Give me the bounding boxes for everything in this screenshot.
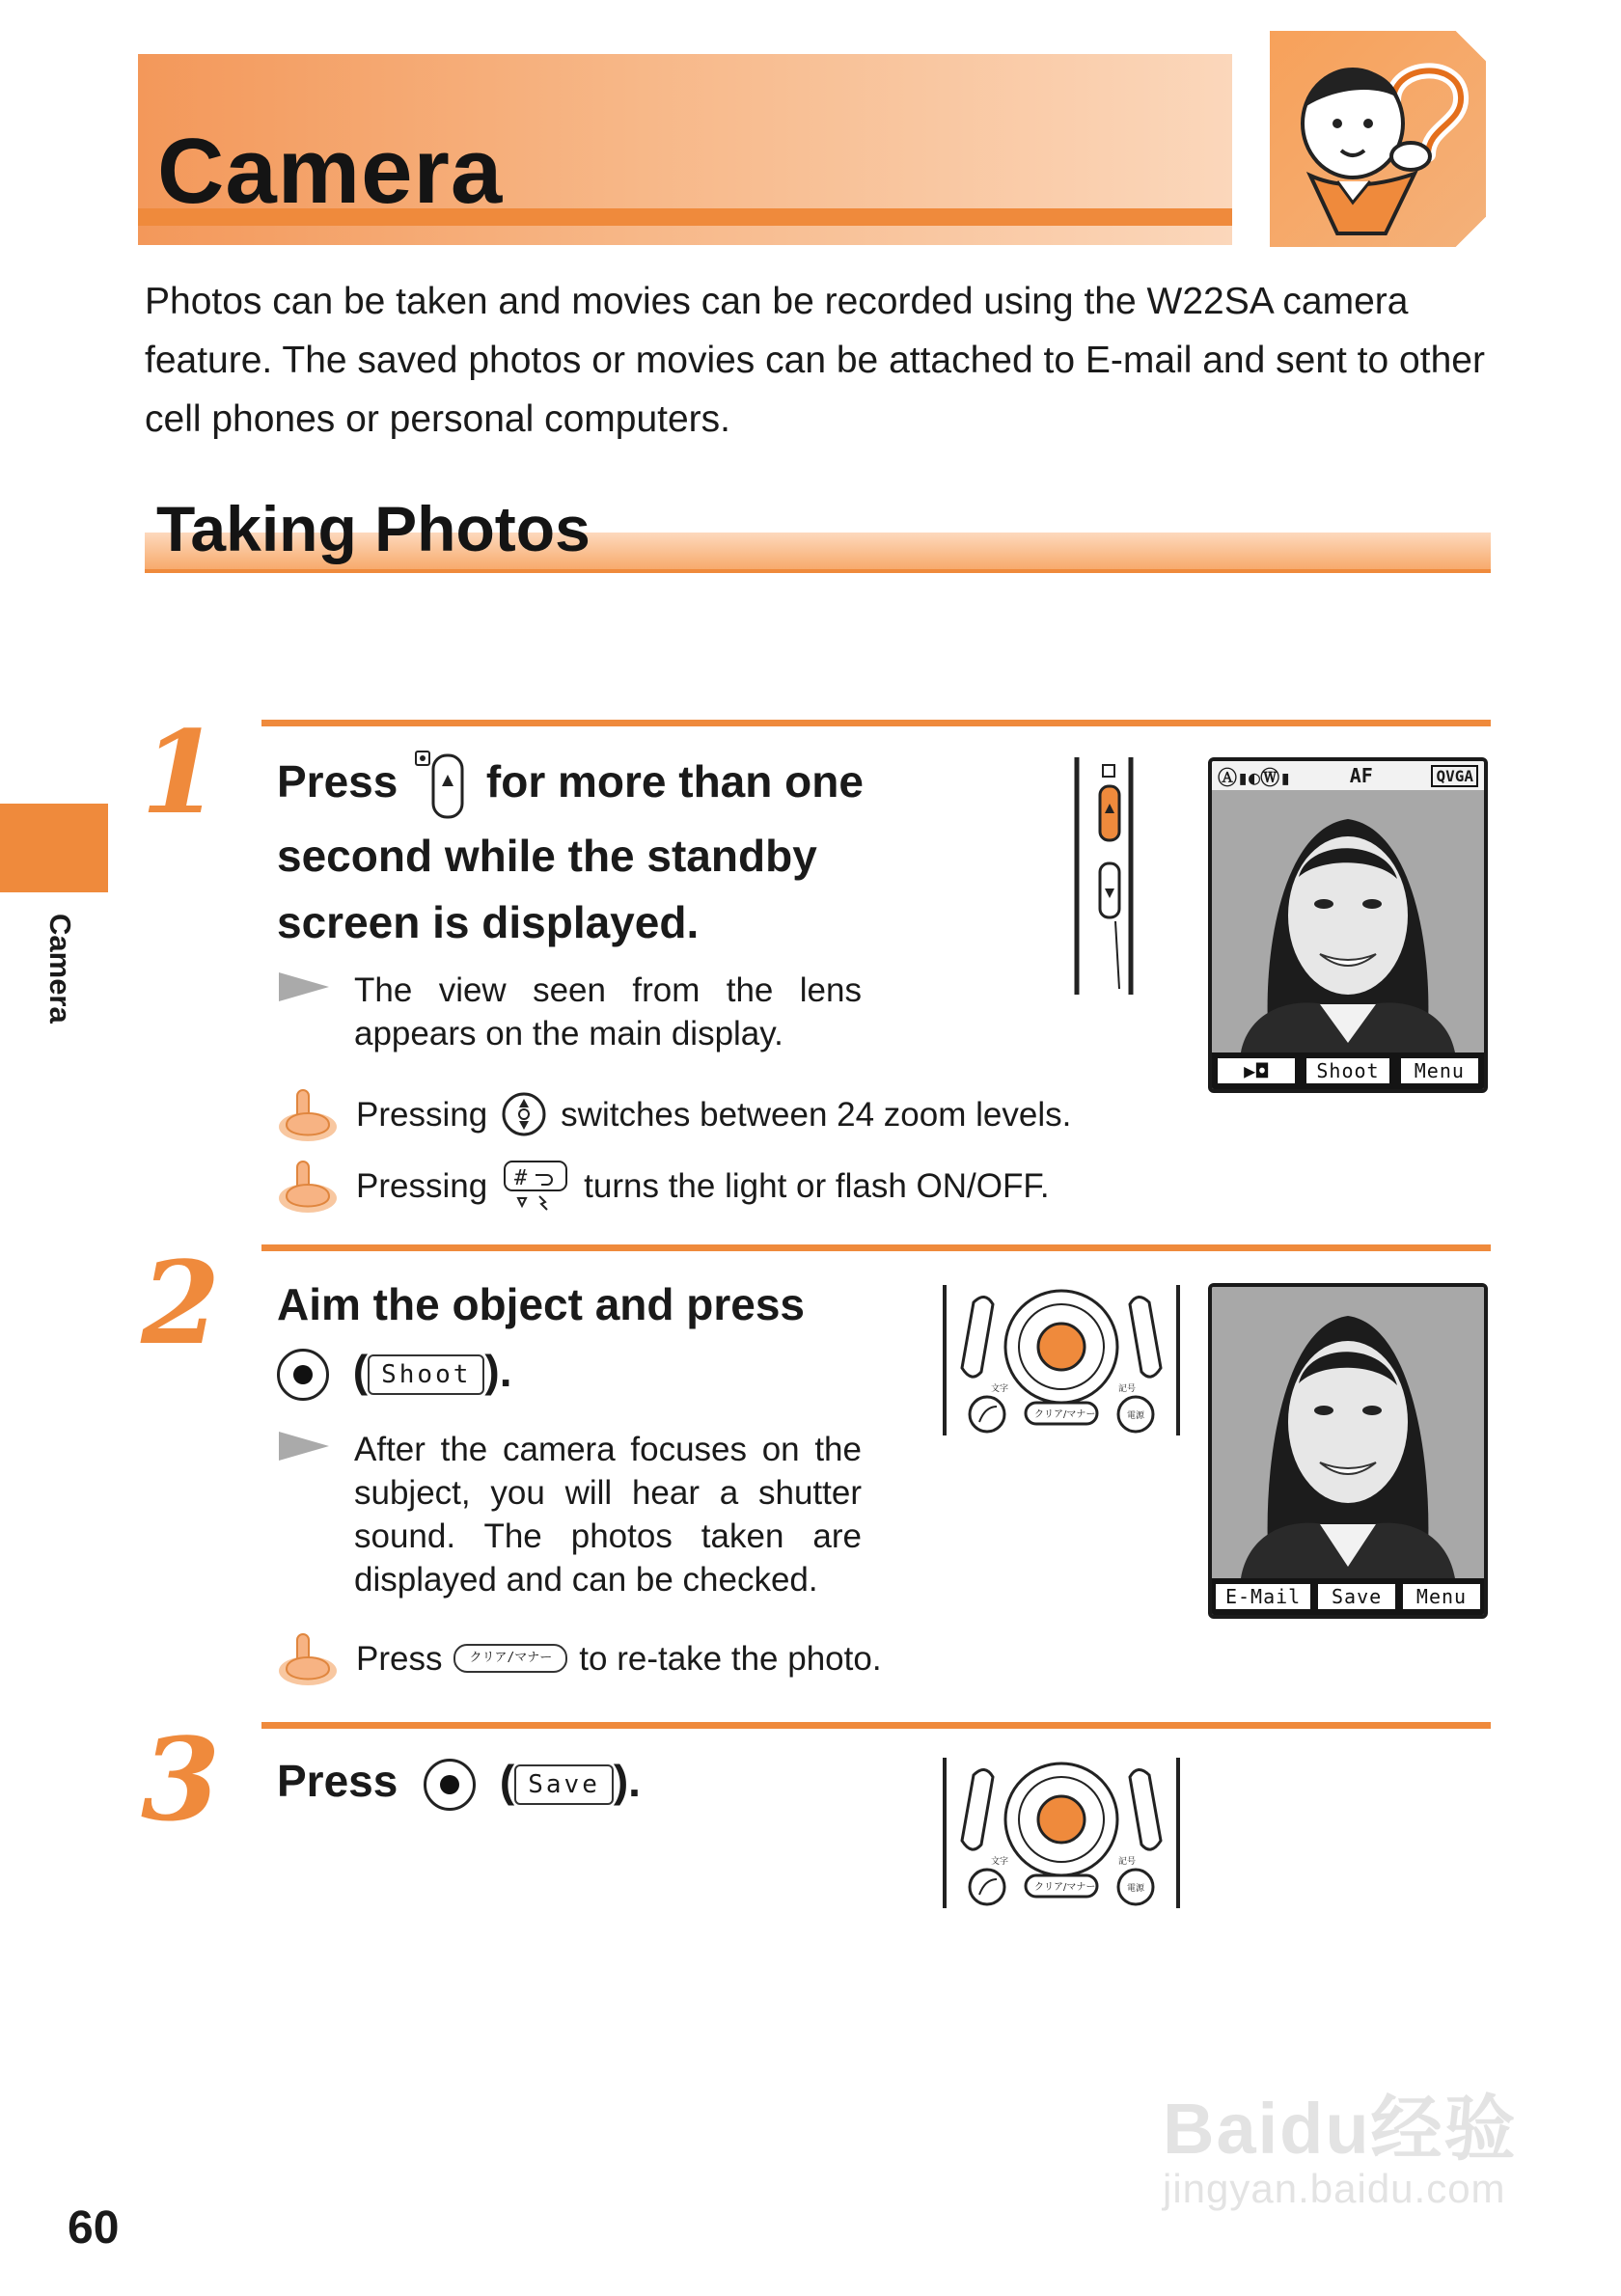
tip-zoom-after: switches between 24 zoom levels. — [561, 1095, 1072, 1134]
step-1-tip-zoom — [275, 1086, 1071, 1142]
step-3-press-label: Press — [277, 1756, 398, 1806]
camera-viewfinder-screen — [1208, 757, 1488, 1093]
softkey-left: ▶◘ — [1218, 1058, 1295, 1083]
step-1-rule — [261, 720, 1491, 726]
center-select-key-icon — [424, 1759, 476, 1811]
tip-zoom-before: Pressing — [356, 1095, 488, 1134]
mascot-icon — [1270, 31, 1486, 247]
tip-light-after: turns the light or flash ON/OFF. — [584, 1166, 1050, 1205]
step-1-tip-light — [275, 1158, 1050, 1214]
intro-paragraph: Photos can be taken and movies can be recorded using the W22SA camera feature. The saved photos or movies can be attached to E-mail and sent to other cell phones or personal computers. — [145, 281, 1485, 440]
softkey-email: E-Mail — [1216, 1584, 1310, 1609]
softkey-menu: Menu — [1401, 1058, 1478, 1083]
keypad-illustration-step-3 — [941, 1756, 1182, 1910]
tip-retake-before: Press — [356, 1639, 443, 1678]
screen-status-bar — [1212, 761, 1484, 790]
softkey-shoot: Shoot — [1306, 1058, 1388, 1083]
keypad-clear-label: クリア/マナー — [1034, 1409, 1096, 1420]
step-3-rule — [261, 1722, 1491, 1729]
keypad-left-label: 文字 — [991, 1384, 1009, 1394]
keypad-power-label: 電源 — [1127, 1411, 1145, 1421]
hash-key-icon — [501, 1160, 570, 1212]
step-1-result: The view seen from the lens appears on the main display. — [354, 971, 862, 1052]
keypad-illustration-step-2 — [941, 1283, 1182, 1437]
step-2-result: After the camera focuses on the subject, you will hear a shutter sound. The photos taken are displayed and can be checked. — [354, 1431, 862, 1599]
up-down-nav-key-icon — [501, 1091, 547, 1137]
screen-softkeys — [1212, 1052, 1484, 1089]
resolution-badge: QVGA — [1431, 765, 1478, 787]
step-1-instruction — [277, 748, 875, 956]
step-2-number: 2 — [141, 1236, 221, 1370]
step-2-tip-retake — [275, 1630, 882, 1686]
keypad-left-label: 文字 — [991, 1857, 1009, 1867]
keypad-clear-label: クリア/マナー — [1034, 1882, 1096, 1893]
captured-photo-screen — [1208, 1283, 1488, 1619]
step-2-rule — [261, 1244, 1491, 1251]
step-1-press-label: Press — [277, 756, 398, 807]
step-3-instruction: Press ( Save ). — [277, 1748, 875, 1815]
portrait-image — [1212, 790, 1484, 1052]
keypad-right-label: 記号 — [1118, 1384, 1137, 1394]
portrait-image — [1212, 1287, 1484, 1578]
watermark-brand: Baidu经验 — [1163, 2089, 1518, 2169]
page-title: Camera — [157, 120, 504, 223]
autofocus-indicator: AF — [1349, 764, 1373, 787]
captured-photo — [1212, 1287, 1484, 1578]
center-select-key-icon — [277, 1349, 329, 1401]
phone-side-keys-illustration — [1071, 757, 1139, 995]
section-underline — [145, 569, 1491, 573]
hand-pointer-icon — [275, 1630, 341, 1686]
section-title: Taking Photos — [156, 493, 591, 564]
svg-text:#: # — [514, 1166, 528, 1190]
step-1-instruction-text: for more than one second while the standby screen is displayed. — [277, 756, 864, 947]
tip-light-before: Pressing — [356, 1166, 488, 1205]
side-up-key-icon — [414, 748, 470, 823]
step-3-number: 3 — [141, 1712, 221, 1846]
hand-pointer-icon — [275, 1086, 341, 1142]
side-tab — [0, 804, 108, 892]
screen-softkeys — [1212, 1578, 1484, 1615]
side-tab-label: Camera — [43, 914, 77, 1024]
save-key-label: Save — [514, 1764, 614, 1805]
hand-pointer-icon — [275, 1158, 341, 1214]
tip-retake-after: to re-take the photo. — [579, 1639, 882, 1678]
clear-key-label: クリア/マナー — [453, 1644, 567, 1673]
softkey-save: Save — [1318, 1584, 1395, 1609]
shoot-key-label: Shoot — [368, 1354, 484, 1395]
keypad-right-label: 記号 — [1118, 1857, 1137, 1867]
softkey-menu: Menu — [1403, 1584, 1480, 1609]
step-2-result-arrow — [279, 1432, 329, 1461]
viewfinder-photo — [1212, 790, 1484, 1052]
step-1-result-arrow — [279, 972, 329, 1001]
page-number: 60 — [68, 2202, 120, 2254]
step-2-instruction-text: Aim the object and press — [277, 1279, 806, 1329]
keypad-power-label: 電源 — [1127, 1884, 1145, 1894]
status-icons: Ⓐ▮◐Ⓦ▮ — [1218, 765, 1292, 789]
step-2-instruction: Aim the object and press ( Shoot ). — [277, 1271, 875, 1405]
step-1-number: 1 — [141, 705, 221, 839]
watermark-url: jingyan.baidu.com — [1163, 2166, 1506, 2211]
